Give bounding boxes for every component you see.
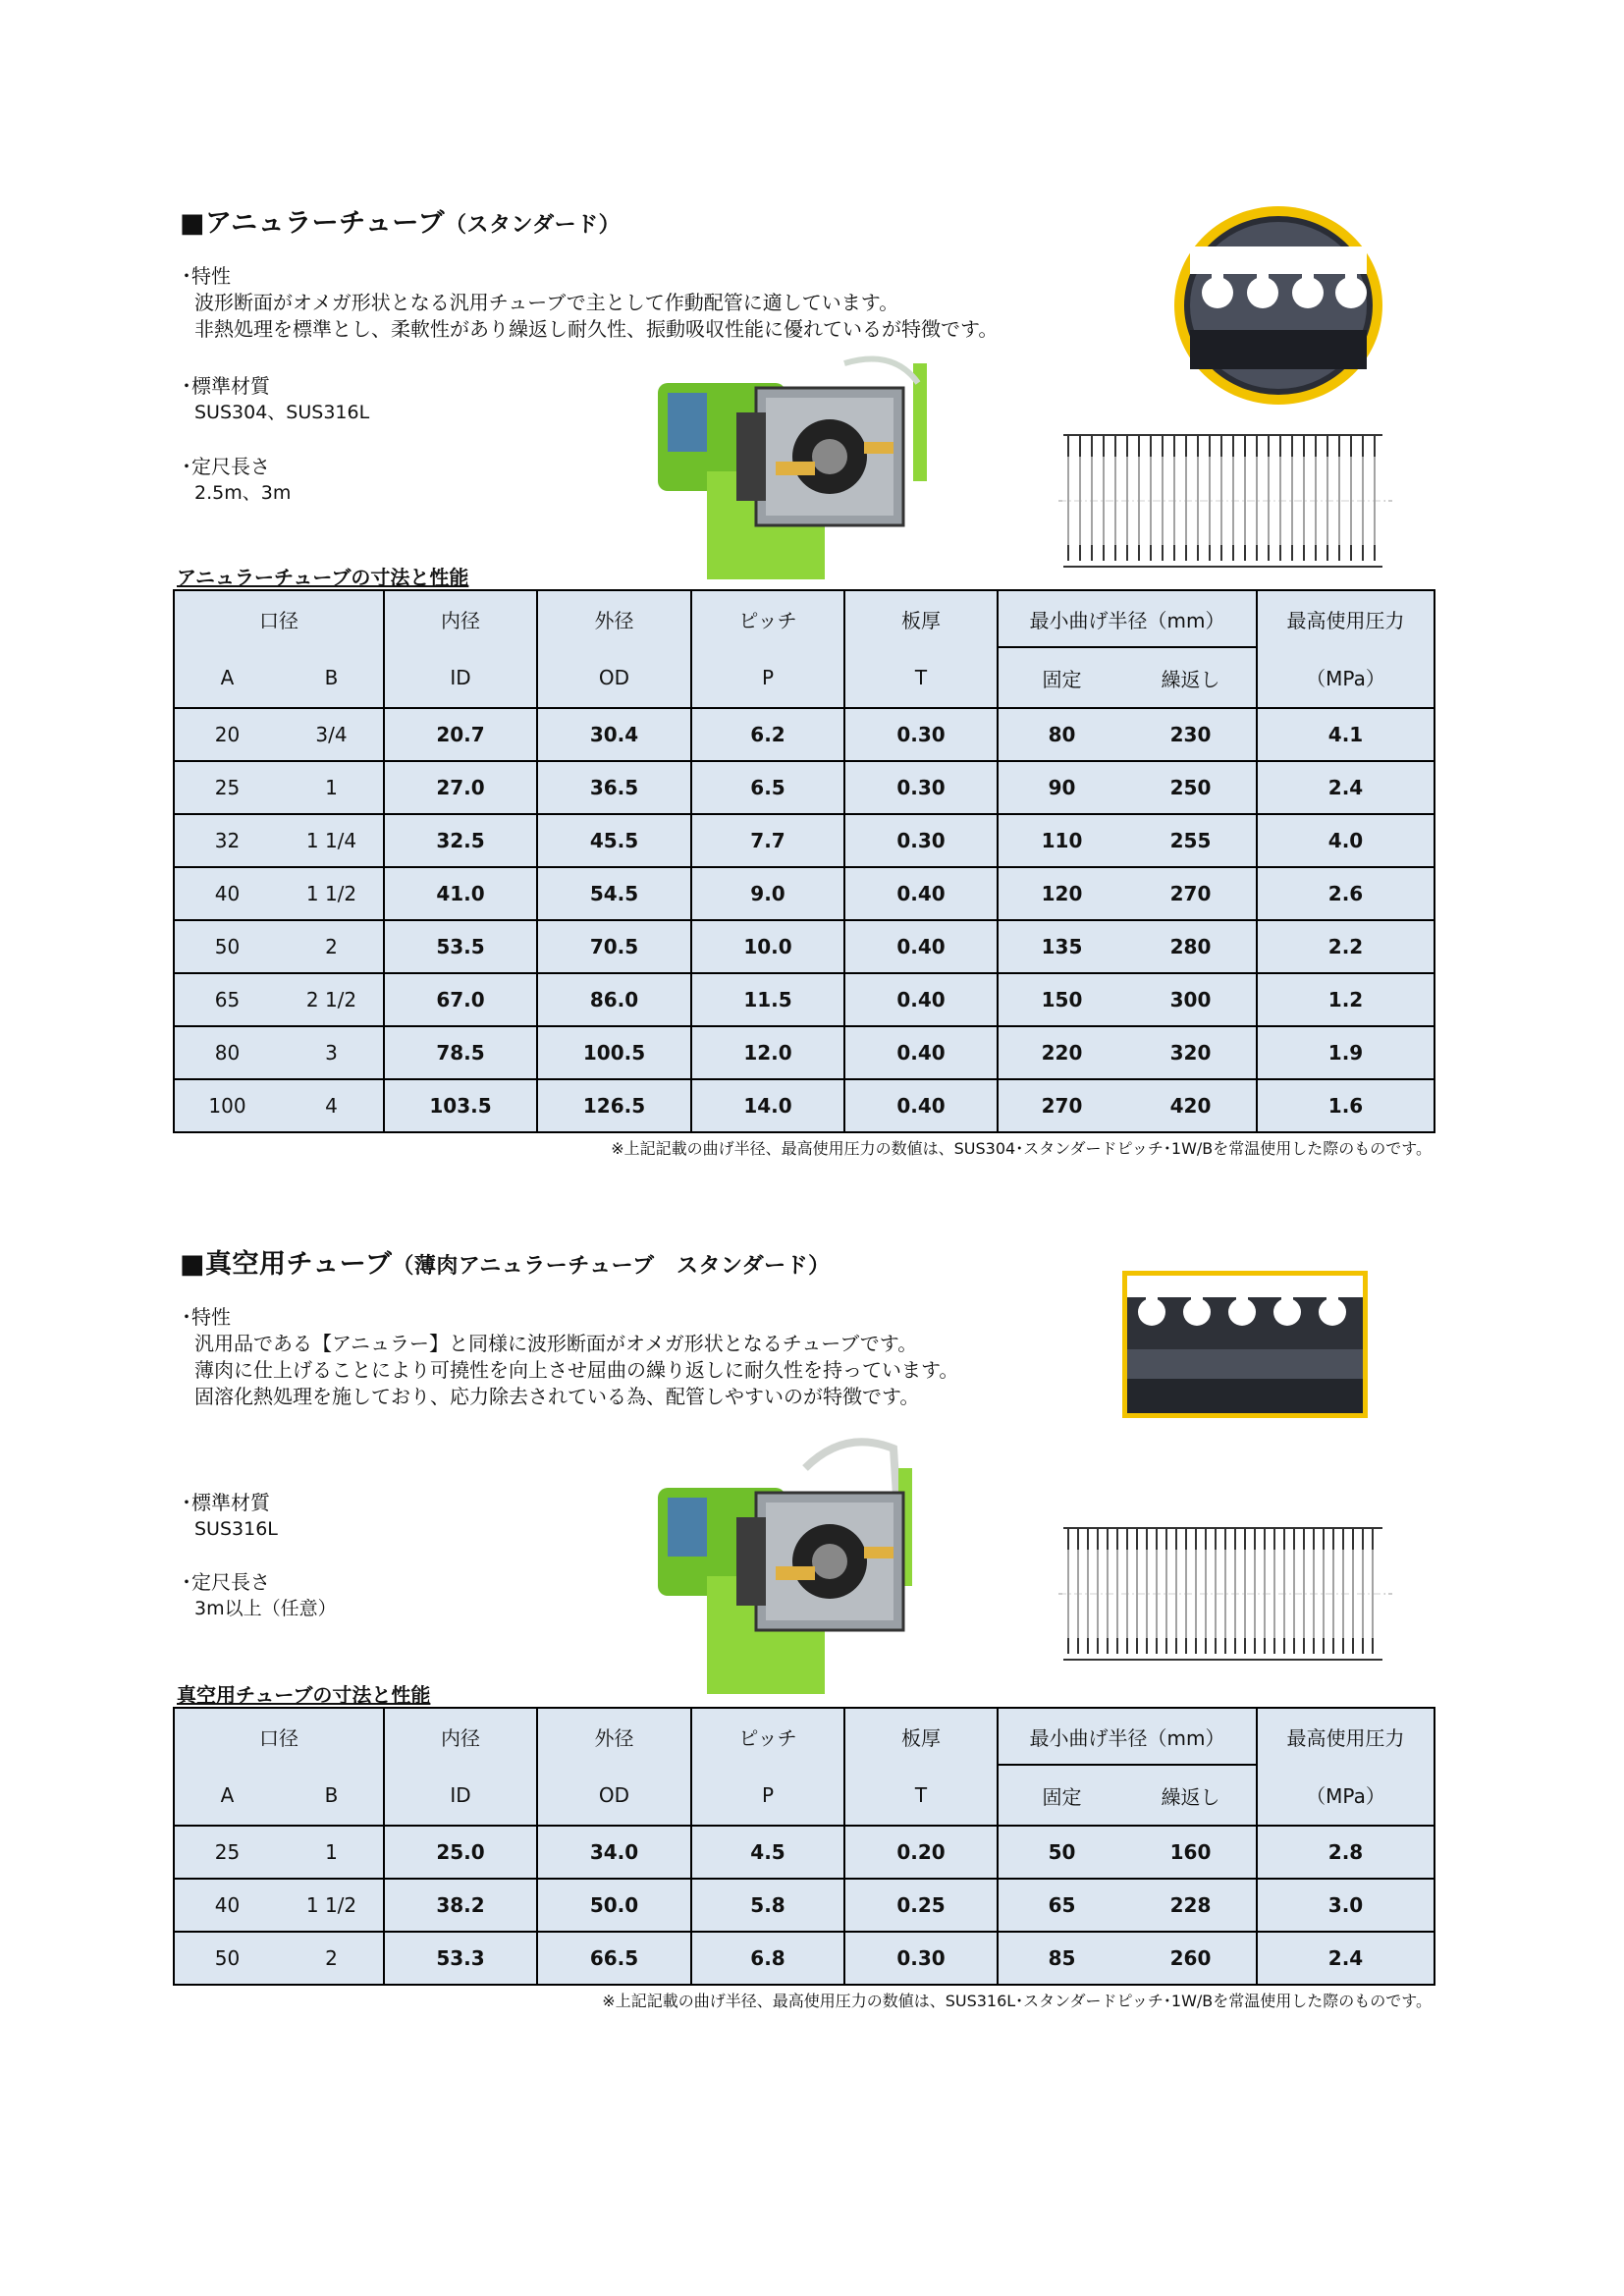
section1-material: [182, 373, 369, 426]
cell-id: 78.5: [384, 1026, 537, 1079]
cell-id: 27.0: [384, 761, 537, 814]
cell-pressure: 2.4: [1257, 1932, 1435, 1985]
tube-cross-section-ring-image: [1170, 202, 1386, 409]
header-thickness: 板厚: [844, 1708, 998, 1765]
header-repeat: 繰返し: [1125, 647, 1257, 708]
cell-b: 1 1/4: [280, 814, 384, 867]
table1-caption: アニュラーチューブの寸法と性能: [177, 566, 469, 589]
cell-pressure: 2.4: [1257, 761, 1435, 814]
header-bend-radius: 最小曲げ半径（mm）: [998, 1708, 1257, 1765]
header-bore: 口径: [174, 590, 384, 647]
feature-line: 薄肉に仕上げることにより可撓性を向上させ屈曲の繰り返しに耐久性を持っています。: [194, 1358, 959, 1382]
feature-line: 波形断面がオメガ形状となる汎用チューブで主として作動配管に適しています。: [194, 291, 899, 314]
header-id: 内径: [384, 590, 537, 647]
cell-od: 66.5: [537, 1932, 691, 1985]
cell-bend-repeat: 300: [1125, 973, 1257, 1026]
cell-a: 40: [174, 1879, 280, 1932]
section2-material: [182, 1490, 278, 1543]
header-fixed: 固定: [998, 647, 1125, 708]
cell-b: 3: [280, 1026, 384, 1079]
cell-bend-repeat: 255: [1125, 814, 1257, 867]
cell-a: 50: [174, 1932, 280, 1985]
length-label: ･定尺長さ: [182, 1570, 270, 1594]
cell-a: 65: [174, 973, 280, 1026]
cell-b: 4: [280, 1079, 384, 1132]
length-value: 2.5m、3m: [194, 482, 292, 504]
forming-machine-image: [648, 1429, 943, 1694]
section1-features: [182, 263, 998, 343]
table-row: [174, 1079, 1435, 1132]
cell-pressure: 2.8: [1257, 1826, 1435, 1879]
material-label: ･標準材質: [182, 374, 270, 398]
cell-bend-repeat: 420: [1125, 1079, 1257, 1132]
cell-od: 70.5: [537, 920, 691, 973]
tube-corrugation-drawing: [1058, 427, 1392, 574]
cell-pitch: 14.0: [691, 1079, 844, 1132]
table-row: [174, 1879, 1435, 1932]
table-row: [174, 1026, 1435, 1079]
cell-thickness: 0.20: [844, 1826, 998, 1879]
cell-a: 25: [174, 1826, 280, 1879]
cell-pitch: 6.5: [691, 761, 844, 814]
cell-thickness: 0.40: [844, 1079, 998, 1132]
cell-id: 53.5: [384, 920, 537, 973]
table2-caption: 真空用チューブの寸法と性能: [177, 1683, 431, 1707]
header-pressure: 最高使用圧力: [1257, 1708, 1435, 1765]
cell-od: 86.0: [537, 973, 691, 1026]
cell-od: 45.5: [537, 814, 691, 867]
section2-length: [182, 1569, 337, 1622]
cell-id: 25.0: [384, 1826, 537, 1879]
cell-thickness: 0.25: [844, 1879, 998, 1932]
cell-a: 50: [174, 920, 280, 973]
cell-a: 25: [174, 761, 280, 814]
table1-body: [174, 708, 1435, 1132]
header-p-symbol: P: [691, 647, 844, 708]
section2-title: ■真空用チューブ（薄肉アニュラーチューブ スタンダード）: [180, 1249, 831, 1280]
cell-pitch: 6.8: [691, 1932, 844, 1985]
header-od: 外径: [537, 590, 691, 647]
table-row: [174, 973, 1435, 1026]
cell-id: 53.3: [384, 1932, 537, 1985]
cell-b: 1 1/2: [280, 1879, 384, 1932]
header-pitch: ピッチ: [691, 1708, 844, 1765]
header-od: 外径: [537, 1708, 691, 1765]
cell-thickness: 0.30: [844, 761, 998, 814]
cell-a: 32: [174, 814, 280, 867]
cell-bend-fixed: 80: [998, 708, 1125, 761]
cell-bend-repeat: 260: [1125, 1932, 1257, 1985]
features-label: ･特性: [182, 1305, 231, 1329]
cell-id: 103.5: [384, 1079, 537, 1132]
features-label: ･特性: [182, 264, 231, 288]
cell-pitch: 10.0: [691, 920, 844, 973]
table-row: [174, 1932, 1435, 1985]
cell-od: 30.4: [537, 708, 691, 761]
table2-note: ※上記記載の曲げ半径、最高使用圧力の数値は、SUS316L･スタンダードピッチ･1W/Bを常温使用した際のものです。: [602, 1992, 1432, 2010]
cell-id: 38.2: [384, 1879, 537, 1932]
cell-pressure: 3.0: [1257, 1879, 1435, 1932]
table-row: [174, 867, 1435, 920]
cell-pressure: 2.6: [1257, 867, 1435, 920]
material-value: SUS316L: [194, 1518, 278, 1540]
cell-b: 1 1/2: [280, 867, 384, 920]
cell-thickness: 0.40: [844, 1026, 998, 1079]
cell-od: 50.0: [537, 1879, 691, 1932]
cell-b: 1: [280, 1826, 384, 1879]
cell-od: 34.0: [537, 1826, 691, 1879]
cell-bend-repeat: 280: [1125, 920, 1257, 973]
header-b: B: [280, 647, 384, 708]
cell-pitch: 5.8: [691, 1879, 844, 1932]
cell-bend-fixed: 110: [998, 814, 1125, 867]
cell-b: 1: [280, 761, 384, 814]
table1-note: ※上記記載の曲げ半径、最高使用圧力の数値は、SUS304･スタンダードピッチ･1W/Bを常温使用した際のものです。: [611, 1139, 1432, 1158]
header-fixed: 固定: [998, 1765, 1125, 1826]
cell-bend-fixed: 120: [998, 867, 1125, 920]
cell-thickness: 0.40: [844, 920, 998, 973]
length-value: 3m以上（任意）: [194, 1598, 337, 1619]
cell-thickness: 0.40: [844, 867, 998, 920]
header-od-symbol: OD: [537, 647, 691, 708]
material-value: SUS304、SUS316L: [194, 402, 370, 423]
cell-bend-repeat: 160: [1125, 1826, 1257, 1879]
cell-pitch: 11.5: [691, 973, 844, 1026]
header-a: A: [174, 647, 280, 708]
cell-id: 41.0: [384, 867, 537, 920]
cell-a: 40: [174, 867, 280, 920]
table-row: [174, 761, 1435, 814]
table-row: [174, 920, 1435, 973]
cell-pitch: 9.0: [691, 867, 844, 920]
header-pressure: 最高使用圧力: [1257, 590, 1435, 647]
header-thickness: 板厚: [844, 590, 998, 647]
cell-pitch: 12.0: [691, 1026, 844, 1079]
cell-thickness: 0.40: [844, 973, 998, 1026]
header-bore: 口径: [174, 1708, 384, 1765]
feature-line: 固溶化熱処理を施しており、応力除去されている為、配管しやすいのが特徴です。: [194, 1385, 920, 1408]
cell-pressure: 4.0: [1257, 814, 1435, 867]
cell-b: 3/4: [280, 708, 384, 761]
cell-bend-fixed: 50: [998, 1826, 1125, 1879]
cell-bend-fixed: 220: [998, 1026, 1125, 1079]
header-pitch: ピッチ: [691, 590, 844, 647]
table2-body: [174, 1826, 1435, 1985]
cell-a: 100: [174, 1079, 280, 1132]
cell-bend-fixed: 90: [998, 761, 1125, 814]
forming-machine-image: [648, 354, 943, 579]
cell-bend-repeat: 228: [1125, 1879, 1257, 1932]
cell-pitch: 4.5: [691, 1826, 844, 1879]
header-t-symbol: T: [844, 647, 998, 708]
header-od-symbol: OD: [537, 1765, 691, 1826]
cell-pitch: 7.7: [691, 814, 844, 867]
cell-pressure: 1.2: [1257, 973, 1435, 1026]
cell-pressure: 2.2: [1257, 920, 1435, 973]
header-t-symbol: T: [844, 1765, 998, 1826]
feature-line: 非熱処理を標準とし、柔軟性があり繰返し耐久性、振動吸収性能に優れているが特徴です。: [194, 317, 999, 341]
header-p-symbol: P: [691, 1765, 844, 1826]
header-repeat: 繰返し: [1125, 1765, 1257, 1826]
table2-spec: [173, 1707, 1435, 1986]
cell-od: 100.5: [537, 1026, 691, 1079]
cell-thickness: 0.30: [844, 1932, 998, 1985]
cell-bend-fixed: 65: [998, 1879, 1125, 1932]
cell-bend-fixed: 85: [998, 1932, 1125, 1985]
cell-od: 126.5: [537, 1079, 691, 1132]
cell-a: 80: [174, 1026, 280, 1079]
cell-bend-fixed: 270: [998, 1079, 1125, 1132]
cell-b: 2: [280, 920, 384, 973]
feature-line: 汎用品である【アニュラー】と同様に波形断面がオメガ形状となるチューブです。: [194, 1332, 918, 1355]
cell-thickness: 0.30: [844, 708, 998, 761]
header-bend-radius: 最小曲げ半径（mm）: [998, 590, 1257, 647]
cell-pressure: 4.1: [1257, 708, 1435, 761]
cell-pressure: 1.6: [1257, 1079, 1435, 1132]
cell-od: 54.5: [537, 867, 691, 920]
material-label: ･標準材質: [182, 1491, 270, 1514]
tube-corrugation-drawing: [1058, 1520, 1392, 1667]
header-mpa: （MPa）: [1257, 1765, 1435, 1826]
table-row: [174, 708, 1435, 761]
cell-a: 20: [174, 708, 280, 761]
cell-od: 36.5: [537, 761, 691, 814]
cell-bend-repeat: 250: [1125, 761, 1257, 814]
section1-title: ■アニュラーチューブ（スタンダード）: [180, 208, 622, 239]
cell-bend-fixed: 135: [998, 920, 1125, 973]
table-row: [174, 814, 1435, 867]
section2-features: [182, 1304, 958, 1410]
header-id: 内径: [384, 1708, 537, 1765]
cell-bend-repeat: 230: [1125, 708, 1257, 761]
cell-id: 32.5: [384, 814, 537, 867]
cell-bend-repeat: 270: [1125, 867, 1257, 920]
cell-pitch: 6.2: [691, 708, 844, 761]
table-row: [174, 1826, 1435, 1879]
header-id-symbol: ID: [384, 1765, 537, 1826]
tube-cross-section-image: [1122, 1271, 1368, 1418]
cell-b: 2 1/2: [280, 973, 384, 1026]
cell-bend-fixed: 150: [998, 973, 1125, 1026]
header-b: B: [280, 1765, 384, 1826]
header-id-symbol: ID: [384, 647, 537, 708]
header-a: A: [174, 1765, 280, 1826]
cell-b: 2: [280, 1932, 384, 1985]
length-label: ･定尺長さ: [182, 455, 270, 478]
section1-length: [182, 454, 291, 507]
cell-pressure: 1.9: [1257, 1026, 1435, 1079]
cell-thickness: 0.30: [844, 814, 998, 867]
cell-id: 67.0: [384, 973, 537, 1026]
table1-spec: [173, 589, 1435, 1133]
header-mpa: （MPa）: [1257, 647, 1435, 708]
cell-bend-repeat: 320: [1125, 1026, 1257, 1079]
cell-id: 20.7: [384, 708, 537, 761]
